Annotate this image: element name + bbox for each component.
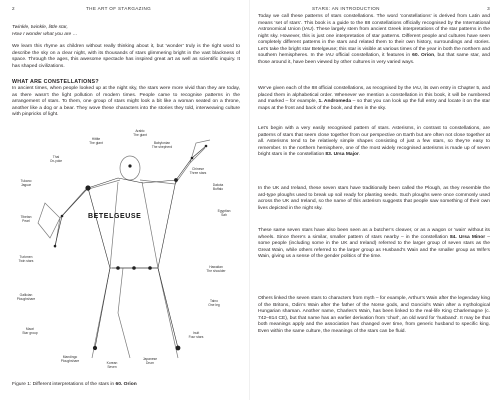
verse-line-1: Twinkle, twinkle, little star,: [12, 25, 68, 30]
paragraph-6: Others linked the seven stars to characters from myth – for example, Arthur’s Wain after the legendary king of the Britons, Odin’s Wain after the father of the Norse gods, and Gonciol’s Wain after a mythological Hungarian shaman. Another name, Charles’s Wain, has been linked to the real-life King Charlemagne (c. 742–814 CE), but that name has an earlier derivation from ‘churl’, an old word for ‘husband’. It may be that both meanings apply and the association has changed over time, from generic husband to specific king. Even within the same culture, the meanings of the stars can be fluid.: [258, 296, 490, 334]
label-mandingo: Mandingo Ploughshare: [60, 355, 80, 363]
paragraph-3: Let’s begin with a very easily recognised pattern of stars. Asterisms, in contrast to constellations, are patterns of stars that seem close together from our perspective on Earth but are often not close together at all. Asterisms tend to be relatively simple shapes consisting of just a few stars, so they’re easy to remember. In the northern hemisphere, one of the most widely recognised asterisms is made up of seven bright stars in the constellation 83. Ursa Major.: [258, 126, 490, 157]
betelgeuse-label: BETELGEUSE: [88, 213, 142, 220]
page-number-right: 3: [487, 6, 490, 11]
figure-right-side: [142, 182, 178, 358]
label-inuit: Inuit Four stars: [188, 331, 204, 339]
figure-caption: Figure 1: Different interpretations of the stars in 60. Orion: [12, 382, 137, 387]
label-tukano: Tukano Jaguar: [20, 179, 32, 187]
label-gallician: Gallician Ploughshare: [16, 293, 36, 301]
label-tibetan: Tibetan Pearl: [20, 215, 32, 223]
star-club-2: [205, 145, 208, 148]
label-turkmen: Turkmen Twin stars: [18, 255, 34, 263]
label-chinese: Chinese Three stars: [189, 167, 207, 175]
label-taino: Taino One leg: [208, 299, 220, 307]
label-maori: Maori Star group: [22, 327, 38, 335]
figure-right-arm: [140, 148, 205, 184]
label-hittite: Hittite The giant: [89, 137, 103, 145]
right-page: [250, 0, 500, 400]
label-babylonian: Babylonian The shepherd: [151, 141, 173, 149]
star-club-1: [191, 157, 194, 160]
label-thai: Thai Ox-yoke: [49, 155, 63, 163]
paragraph-2: We’ve given each of the 88 official constellations, as recognised by the IAU, its own entry in Chapter 5, and placed them in alphabetical order. Whenever we mention a constellation in this book, it will be numbered and marked – for example, 1. Andromeda – so that you can look up the full entry and locate it on the star maps at the front and back of the book, and then in the sky.: [258, 86, 490, 111]
star-saiph: [93, 346, 97, 350]
star-betelgeuse: [85, 185, 90, 190]
right-star-line: [158, 180, 178, 348]
star-bellatrix: [174, 178, 178, 182]
label-japanese: Japanese Drum: [142, 357, 158, 365]
page-number: 2: [12, 6, 15, 11]
running-head: THE ART OF STARGAZING: [86, 6, 152, 11]
paragraph-1: Today we call these patterns of stars constellations. The word ‘constellations’ is derived from Latin and means ‘set of stars’. This book is a guide to the 88 constellations officially recognised by the International Astronomical Union (IAU). These largely stem from ancient Greek interpretations of the star patterns in the night sky. However, this is just one interpretation of star patterns. Different people and cultures have seen completely different patterns in the stars and related them to their own history, surroundings and stories. Let’s take the bright star Betelgeuse; this star is visible at various times of the year in both the northern and southern hemispheres. In the IAU official constellation, it features in 60. Orion, but that same star, and those around it, have been viewed by other cultures in very varied ways.: [258, 14, 490, 65]
figure-shield: [38, 203, 60, 238]
running-head-right: STARS: AN INTRODUCTION: [312, 6, 380, 11]
label-arabic: Arabic The giant: [133, 129, 147, 137]
star-bow-1: [61, 215, 64, 218]
bow-line: [55, 188, 88, 246]
body-paragraph: In ancient times, when people looked up at the night sky, the stars were more vivid than they are today, as there wasn’t the light pollution of modern times. People came to recognise patterns in the arrangement of stars. To them, one group of stars might look a bit like a woman seated on a throne, another like a dog or a bear. They wove these characters into the stories they told, interweaving culture with pinpricks of light.: [12, 86, 240, 117]
star-rigel: [176, 346, 181, 351]
star-head: [128, 164, 131, 167]
star-bow-2: [54, 245, 57, 248]
star-belt-2: [132, 266, 136, 270]
star-belt-3: [148, 266, 152, 270]
label-dakota: Dakota Buffalo: [212, 183, 224, 191]
figure-left-side: [92, 182, 118, 358]
paragraph-5: These same seven stars have also been seen as a butcher’s cleaver, or as a wagon or ‘wain’ without its wheels. Since there’s a similar, smaller pattern of stars nearby – in the constellation 84. Ursa Minor – some people (including some in the UK and Ireland) referred to the larger group of seven stars as the Great Wain, while others referred to the larger group as Husband’s Wain and the smaller group as Wife’s Wain, giving us a sense of the gender politics of the time.: [258, 228, 490, 259]
label-egyptian: Egyptian Sah: [217, 209, 231, 217]
section-heading: WHAT ARE CONSTELLATIONS?: [12, 79, 99, 85]
label-korean: Korean Seven: [106, 361, 118, 369]
figure-head: [120, 156, 140, 180]
figure-sword: [118, 268, 130, 358]
label-hawaiian: Hawaiian The shoulder: [206, 265, 226, 273]
orion-figure: [0, 118, 250, 378]
intro-paragraph: We learn this rhyme as children without really thinking about it, but ‘wonder’ truly is the right word to describe the sky on a clear night, with its thousands of stars glimmering bright in the vast blackness of space. Through the ages, this awesome spectacle has inspired great art as well as scientific inquiry. It has shaped civilizations.: [12, 44, 240, 69]
paragraph-4: In the UK and Ireland, these seven stars have traditionally been called the Plough, as they resemble the ard-type ploughs used to break up soil ready for planting seeds. Such ploughs were once commonly used across the UK and Ireland, so the name of this asterism suggests that people saw something of their own lives depicted in the night sky.: [258, 186, 490, 211]
star-belt-1: [116, 266, 120, 270]
verse-line-2: How I wonder what you are …: [12, 31, 78, 37]
